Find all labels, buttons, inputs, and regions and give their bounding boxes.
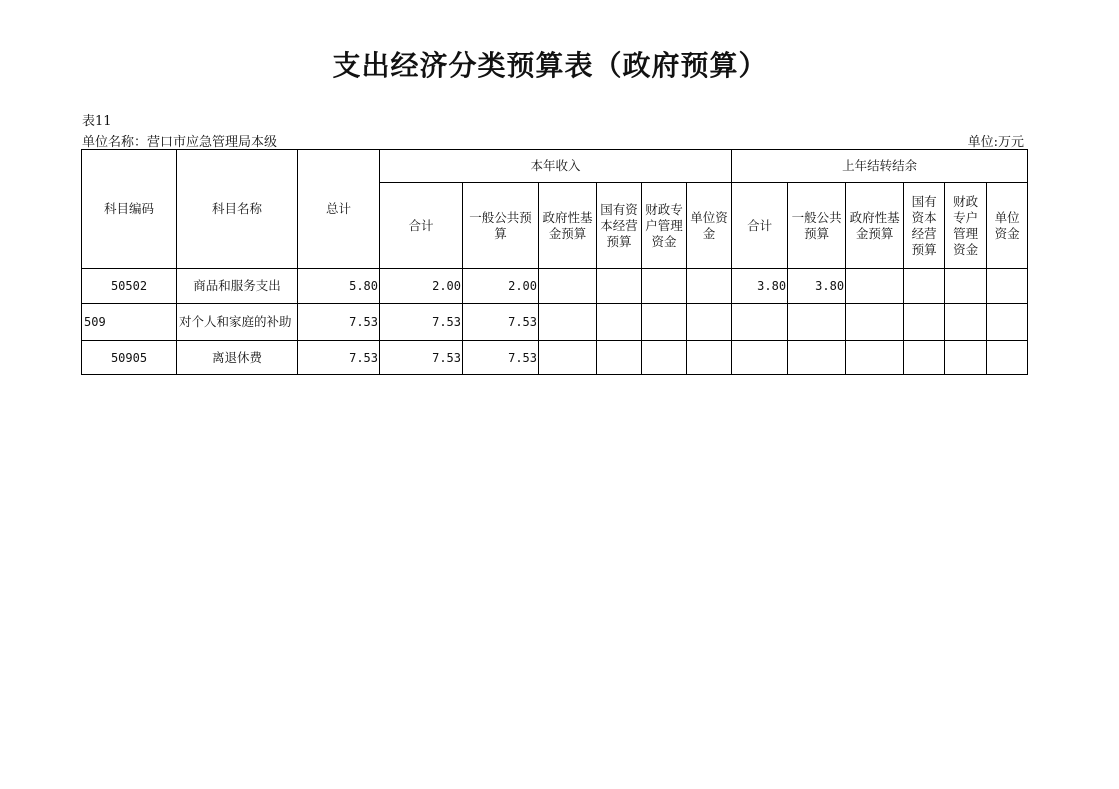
header-current-year: 本年收入 xyxy=(380,150,732,183)
row-current-general: 2.00 xyxy=(463,269,539,304)
row-carryover-fund xyxy=(846,341,904,375)
row-current-special-account xyxy=(642,269,687,304)
header-carryover: 上年结转结余 xyxy=(732,150,1028,183)
row-current-special-account xyxy=(642,304,687,341)
unit-name-label: 单位名称：营口市应急管理局本级 xyxy=(82,135,278,150)
header-total: 总计 xyxy=(298,150,380,269)
header-row-1 xyxy=(82,150,1028,183)
header-carryover-state-capital: 国有资本经营预算 xyxy=(904,183,945,269)
header-current-special-account: 财政专户管理资金 xyxy=(642,183,687,269)
header-current-total: 合计 xyxy=(380,183,463,269)
row-carryover-state-capital xyxy=(904,341,945,375)
table-row xyxy=(82,269,1028,304)
header-current-unit-funds: 单位资金 xyxy=(687,183,732,269)
row-total: 7.53 xyxy=(298,341,380,375)
row-code: 50905 xyxy=(82,341,177,375)
table-number: 表11 xyxy=(82,114,112,129)
page-title: 支出经济分类预算表（政府预算） xyxy=(332,49,768,82)
row-current-unit-funds xyxy=(687,341,732,375)
row-current-general: 7.53 xyxy=(463,304,539,341)
row-current-total: 2.00 xyxy=(380,269,463,304)
row-code: 50502 xyxy=(82,269,177,304)
row-current-special-account xyxy=(642,341,687,375)
row-carryover-fund xyxy=(846,269,904,304)
row-carryover-general: 3.80 xyxy=(788,269,846,304)
table-row xyxy=(82,341,1028,375)
header-carryover-special-account: 财政专户管理资金 xyxy=(945,183,987,269)
row-carryover-general xyxy=(788,304,846,341)
row-carryover-total xyxy=(732,304,788,341)
header-current-general: 一般公共预算 xyxy=(463,183,539,269)
row-name: 商品和服务支出 xyxy=(177,269,298,304)
row-carryover-unit-funds xyxy=(987,341,1028,375)
row-carryover-state-capital xyxy=(904,269,945,304)
row-current-fund xyxy=(539,304,597,341)
row-current-state-capital xyxy=(597,341,642,375)
row-current-state-capital xyxy=(597,304,642,341)
header-carryover-fund: 政府性基金预算 xyxy=(846,183,904,269)
row-current-fund xyxy=(539,341,597,375)
header-current-state-capital: 国有资本经营预算 xyxy=(597,183,642,269)
header-code: 科目编码 xyxy=(82,150,177,269)
row-current-fund xyxy=(539,269,597,304)
row-total: 5.80 xyxy=(298,269,380,304)
header-carryover-unit-funds: 单位资金 xyxy=(987,183,1028,269)
row-total: 7.53 xyxy=(298,304,380,341)
row-current-total: 7.53 xyxy=(380,304,463,341)
budget-table xyxy=(81,149,1028,375)
row-carryover-total xyxy=(732,341,788,375)
row-carryover-special-account xyxy=(945,341,987,375)
row-carryover-fund xyxy=(846,304,904,341)
row-carryover-total: 3.80 xyxy=(732,269,788,304)
row-carryover-special-account xyxy=(945,269,987,304)
row-code: 509 xyxy=(82,304,177,341)
row-current-total: 7.53 xyxy=(380,341,463,375)
header-carryover-total: 合计 xyxy=(732,183,788,269)
row-current-unit-funds xyxy=(687,304,732,341)
row-current-state-capital xyxy=(597,269,642,304)
row-carryover-unit-funds xyxy=(987,304,1028,341)
row-carryover-general xyxy=(788,341,846,375)
header-name: 科目名称 xyxy=(177,150,298,269)
row-current-unit-funds xyxy=(687,269,732,304)
row-carryover-special-account xyxy=(945,304,987,341)
row-current-general: 7.53 xyxy=(463,341,539,375)
row-carryover-unit-funds xyxy=(987,269,1028,304)
row-carryover-state-capital xyxy=(904,304,945,341)
row-name: 离退休费 xyxy=(177,341,298,375)
row-name: 对个人和家庭的补助 xyxy=(177,304,298,341)
table-row xyxy=(82,304,1028,341)
header-current-fund: 政府性基金预算 xyxy=(539,183,597,269)
header-carryover-general: 一般公共预算 xyxy=(788,183,846,269)
money-unit-label: 单位:万元 xyxy=(967,135,1024,150)
